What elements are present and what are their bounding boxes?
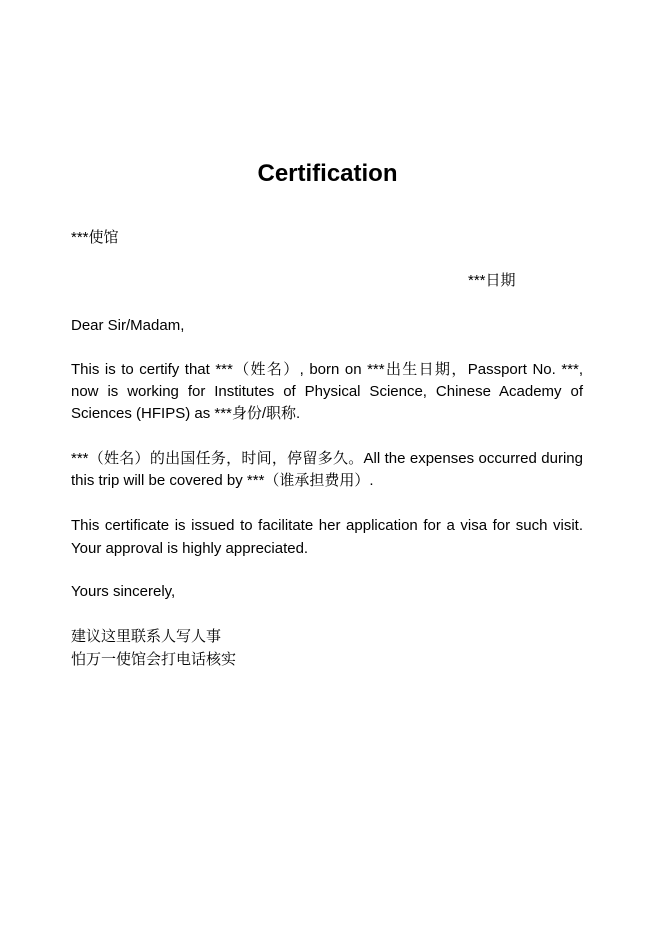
- note: [71, 625, 583, 671]
- document-title: Certification: [257, 160, 398, 187]
- addressee: ***使馆: [71, 229, 119, 246]
- date: ***日期: [468, 272, 516, 289]
- note-line: 建议这里联系人写人事: [71, 628, 222, 645]
- note-line: 怕万一使馆会打电话核实: [71, 651, 237, 668]
- salutation: Dear Sir/Madam,: [71, 317, 185, 334]
- paragraph-trip: ***（姓名）的出国任务，时间，停留多久。All the expenses occurred during this trip will be covered by ***（谁承担费用）.: [71, 450, 583, 489]
- closing: Yours sincerely,: [71, 583, 176, 600]
- paragraph-request: This certificate is issued to facilitate her application for a visa for such visit. Your approval is highly appreciated.: [71, 517, 583, 557]
- paragraph-certify: This is to certify that ***（姓名）, born on ***出生日期，Passport No. ***, now is working for Institutes of Physical Science, Chinese Academy of Sciences (HFIPS) as ***身份/职称.: [71, 361, 583, 422]
